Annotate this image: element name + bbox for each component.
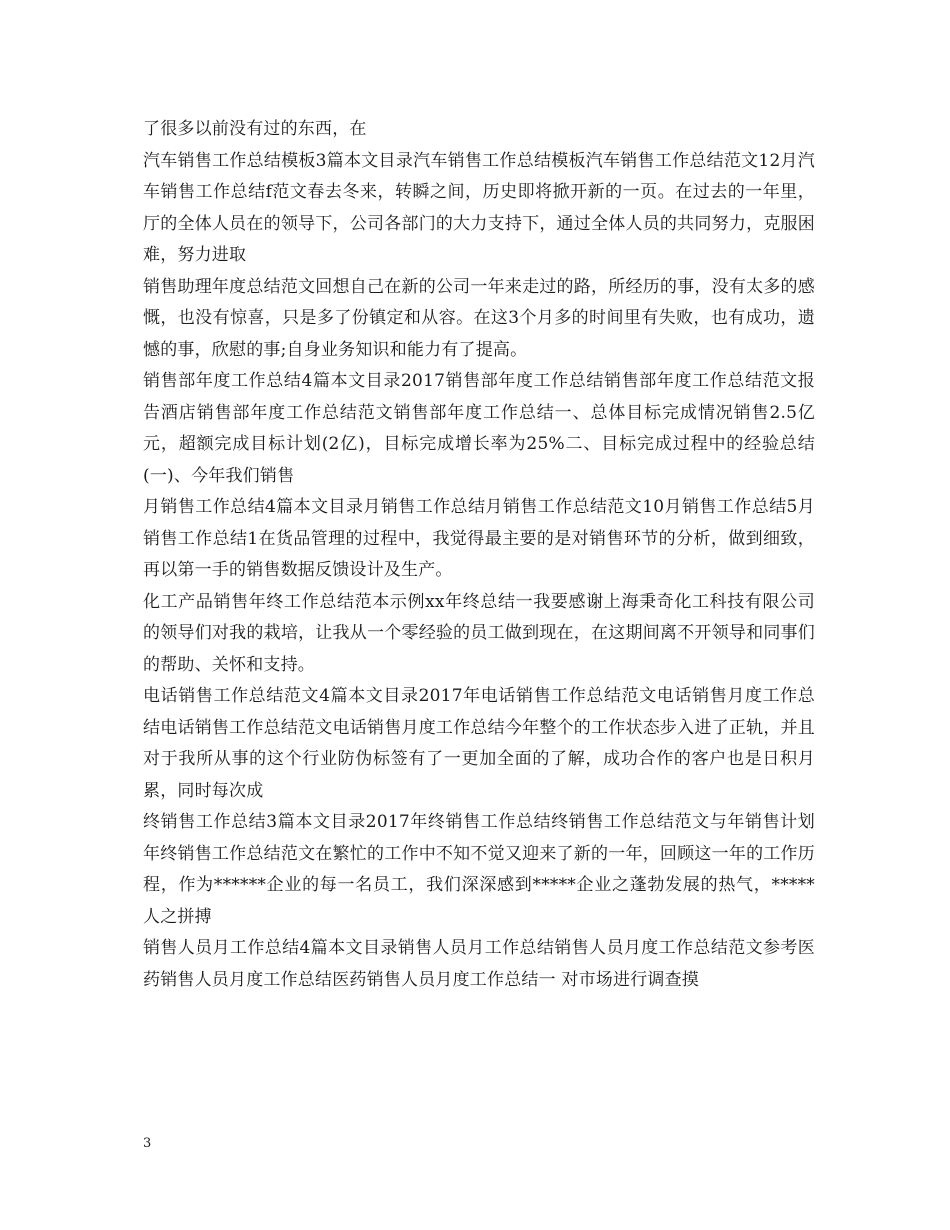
document-body bbox=[143, 114, 815, 996]
paragraph: 销售人员月工作总结4篇本文目录销售人员月工作总结销售人员月度工作总结范文参考医药销售人员月度工作总结医药销售人员月度工作总结一 对市场进行调查摸 bbox=[143, 938, 815, 990]
paragraph: 销售部年度工作总结4篇本文目录2017销售部年度工作总结销售部年度工作总结范文报告酒店销售部年度工作总结范文销售部年度工作总结一、总体目标完成情况销售2.5亿元，超额完成目标计划(2亿)，目标完成增长率为25%二、目标完成过程中的经验总结(一)、今年我们销售 bbox=[143, 371, 815, 486]
paragraph: 化工产品销售年终工作总结范本示例xx年终总结一我要感谢上海秉奇化工科技有限公司的领导们对我的栽培，让我从一个零经验的员工做到现在，在这期间离不开领导和同事们的帮助、关怀和支持。 bbox=[143, 591, 815, 675]
paragraph: 销售助理年度总结范文回想自己在新的公司一年来走过的路，所经历的事，没有太多的感慨，也没有惊喜，只是多了份镇定和从容。在这3个月多的时间里有失败，也有成功，遗憾的事，欣慰的事;自身业务知识和能力有了提高。 bbox=[143, 276, 815, 360]
paragraph: 了很多以前没有过的东西，在 bbox=[143, 119, 367, 139]
paragraph: 电话销售工作总结范文4篇本文目录2017年电话销售工作总结范文电话销售月度工作总结电话销售工作总结范文电话销售月度工作总结今年整个的工作状态步入进了正轨，并且对于我所从事的这个行业防伪标签有了一更加全面的了解，成功合作的客户也是日积月累，同时每次成 bbox=[143, 686, 815, 801]
page-number: 3 bbox=[143, 1136, 152, 1151]
paragraph: 终销售工作总结3篇本文目录2017年终销售工作总结终销售工作总结范文与年销售计划年终销售工作总结范文在繁忙的工作中不知不觉又迎来了新的一年，回顾这一年的工作历程，作为******企业的每一名员工，我们深深感到*****企业之蓬勃发展的热气，*****人之拼搏 bbox=[143, 812, 815, 927]
paragraph: 月销售工作总结4篇本文目录月销售工作总结月销售工作总结范文10月销售工作总结5月销售工作总结1在货品管理的过程中，我觉得最主要的是对销售环节的分析，做到细致，再以第一手的销售数据反馈设计及生产。 bbox=[143, 497, 815, 580]
paragraph: 汽车销售工作总结模板3篇本文目录汽车销售工作总结模板汽车销售工作总结范文12月汽车销售工作总结f范文春去冬来，转瞬之间，历史即将掀开新的一页。在过去的一年里，厅的全体人员在的领导下，公司各部门的大力支持下，通过全体人员的共同努力，克服困难，努力进取 bbox=[143, 150, 815, 265]
